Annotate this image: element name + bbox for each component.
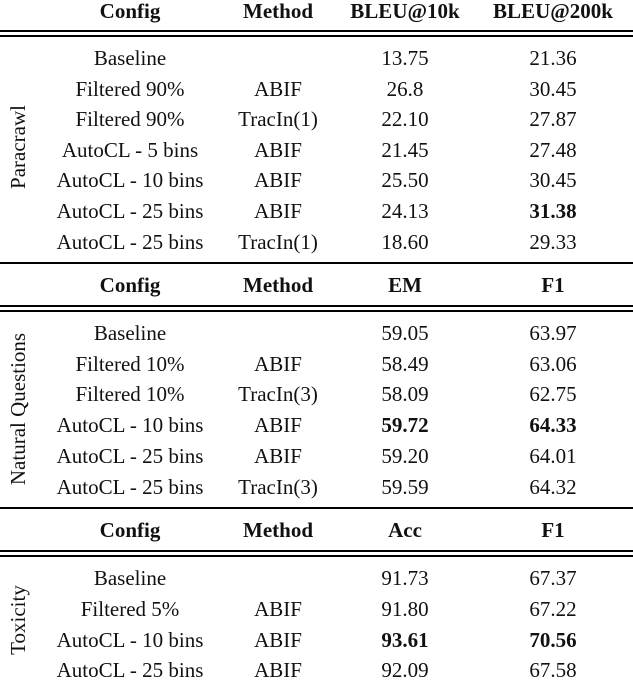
cell-config: AutoCL - 10 bins: [56, 413, 204, 437]
section-separator-1: [0, 262, 633, 264]
cell-metric-1: 58.49: [381, 352, 429, 376]
cell-metric-1: 91.73: [381, 566, 429, 590]
double-rule-nq-2: [0, 310, 633, 312]
cell-metric-2: 30.45: [529, 168, 577, 192]
header-method: Method: [243, 273, 313, 297]
cell-metric-2: 21.36: [529, 46, 577, 70]
cell-method: ABIF: [254, 444, 302, 468]
header-metric-1: Acc: [388, 518, 422, 542]
header-config: Config: [99, 0, 161, 23]
cell-metric-1: 59.59: [381, 475, 429, 499]
cell-metric-2: 67.37: [529, 566, 577, 590]
cell-config: Baseline: [93, 566, 167, 590]
cell-metric-1: 92.09: [381, 658, 429, 682]
group-label-natural-questions: Natural Questions: [6, 332, 30, 486]
cell-config: AutoCL - 10 bins: [56, 168, 204, 192]
cell-config: Baseline: [93, 321, 167, 345]
cell-metric-1: 91.80: [381, 597, 429, 621]
cell-config: AutoCL - 25 bins: [56, 199, 204, 223]
header-metric-1: EM: [388, 273, 422, 297]
cell-config: Filtered 10%: [75, 352, 185, 376]
cell-metric-2: 67.22: [529, 597, 577, 621]
cell-config: AutoCL - 5 bins: [61, 138, 199, 162]
cell-metric-2: 63.97: [529, 321, 577, 345]
double-rule-top-2: [0, 35, 633, 37]
cell-metric-1: 59.05: [381, 321, 429, 345]
cell-method: ABIF: [254, 138, 302, 162]
double-rule-top-1: [0, 30, 633, 32]
cell-method: ABIF: [254, 77, 302, 101]
double-rule-tox-2: [0, 555, 633, 557]
header-metric-2: F1: [541, 273, 565, 297]
cell-metric-2-best: 31.38: [529, 199, 577, 223]
cell-method: ABIF: [254, 352, 302, 376]
cell-metric-2-best: 64.33: [529, 413, 577, 437]
cell-metric-2: 29.33: [529, 230, 577, 254]
cell-metric-1: 22.10: [381, 107, 429, 131]
cell-method: ABIF: [254, 413, 302, 437]
cell-config: AutoCL - 10 bins: [56, 628, 204, 652]
cell-config: AutoCL - 25 bins: [56, 658, 204, 682]
cell-metric-2: 67.58: [529, 658, 577, 682]
cell-metric-2: 27.48: [529, 138, 577, 162]
cell-method: ABIF: [254, 658, 302, 682]
cell-config: Baseline: [93, 46, 167, 70]
cell-method: ABIF: [254, 199, 302, 223]
cell-metric-2-best: 70.56: [529, 628, 577, 652]
cell-method: TracIn(3): [238, 475, 318, 499]
cell-metric-2: 64.01: [529, 444, 577, 468]
group-label-toxicity: Toxicity: [6, 585, 30, 655]
cell-metric-2: 64.32: [529, 475, 577, 499]
cell-metric-2: 63.06: [529, 352, 577, 376]
cell-metric-2: 30.45: [529, 77, 577, 101]
header-metric-2: F1: [541, 518, 565, 542]
cell-config: Filtered 90%: [75, 107, 185, 131]
cell-method: TracIn(3): [238, 382, 318, 406]
cell-config: Filtered 90%: [75, 77, 185, 101]
cell-method: TracIn(1): [238, 107, 318, 131]
cell-config: Filtered 10%: [75, 382, 185, 406]
cell-metric-1: 58.09: [381, 382, 429, 406]
header-metric-1: BLEU@10k: [350, 0, 460, 23]
cell-metric-1: 18.60: [381, 230, 429, 254]
cell-config: Filtered 5%: [80, 597, 180, 621]
double-rule-nq-1: [0, 305, 633, 307]
header-config: Config: [99, 273, 161, 297]
cell-method: TracIn(1): [238, 230, 318, 254]
cell-metric-2: 62.75: [529, 382, 577, 406]
header-metric-2: BLEU@200k: [493, 0, 613, 23]
cell-metric-1-best: 93.61: [381, 628, 429, 652]
cell-method: ABIF: [254, 628, 302, 652]
header-method: Method: [243, 0, 313, 23]
cell-metric-1: 26.8: [386, 77, 424, 101]
cell-method: ABIF: [254, 597, 302, 621]
cell-config: AutoCL - 25 bins: [56, 444, 204, 468]
group-label-paracrawl: Paracrawl: [6, 105, 30, 189]
cell-metric-1: 59.20: [381, 444, 429, 468]
header-config: Config: [99, 518, 161, 542]
cell-config: AutoCL - 25 bins: [56, 230, 204, 254]
header-method: Method: [243, 518, 313, 542]
cell-config: AutoCL - 25 bins: [56, 475, 204, 499]
cell-metric-1: 24.13: [381, 199, 429, 223]
cell-metric-1: 13.75: [381, 46, 429, 70]
cell-metric-1-best: 59.72: [381, 413, 429, 437]
cell-metric-2: 27.87: [529, 107, 577, 131]
double-rule-tox-1: [0, 550, 633, 552]
cell-metric-1: 21.45: [381, 138, 429, 162]
cell-metric-1: 25.50: [381, 168, 429, 192]
cell-method: ABIF: [254, 168, 302, 192]
section-separator-2: [0, 507, 633, 509]
